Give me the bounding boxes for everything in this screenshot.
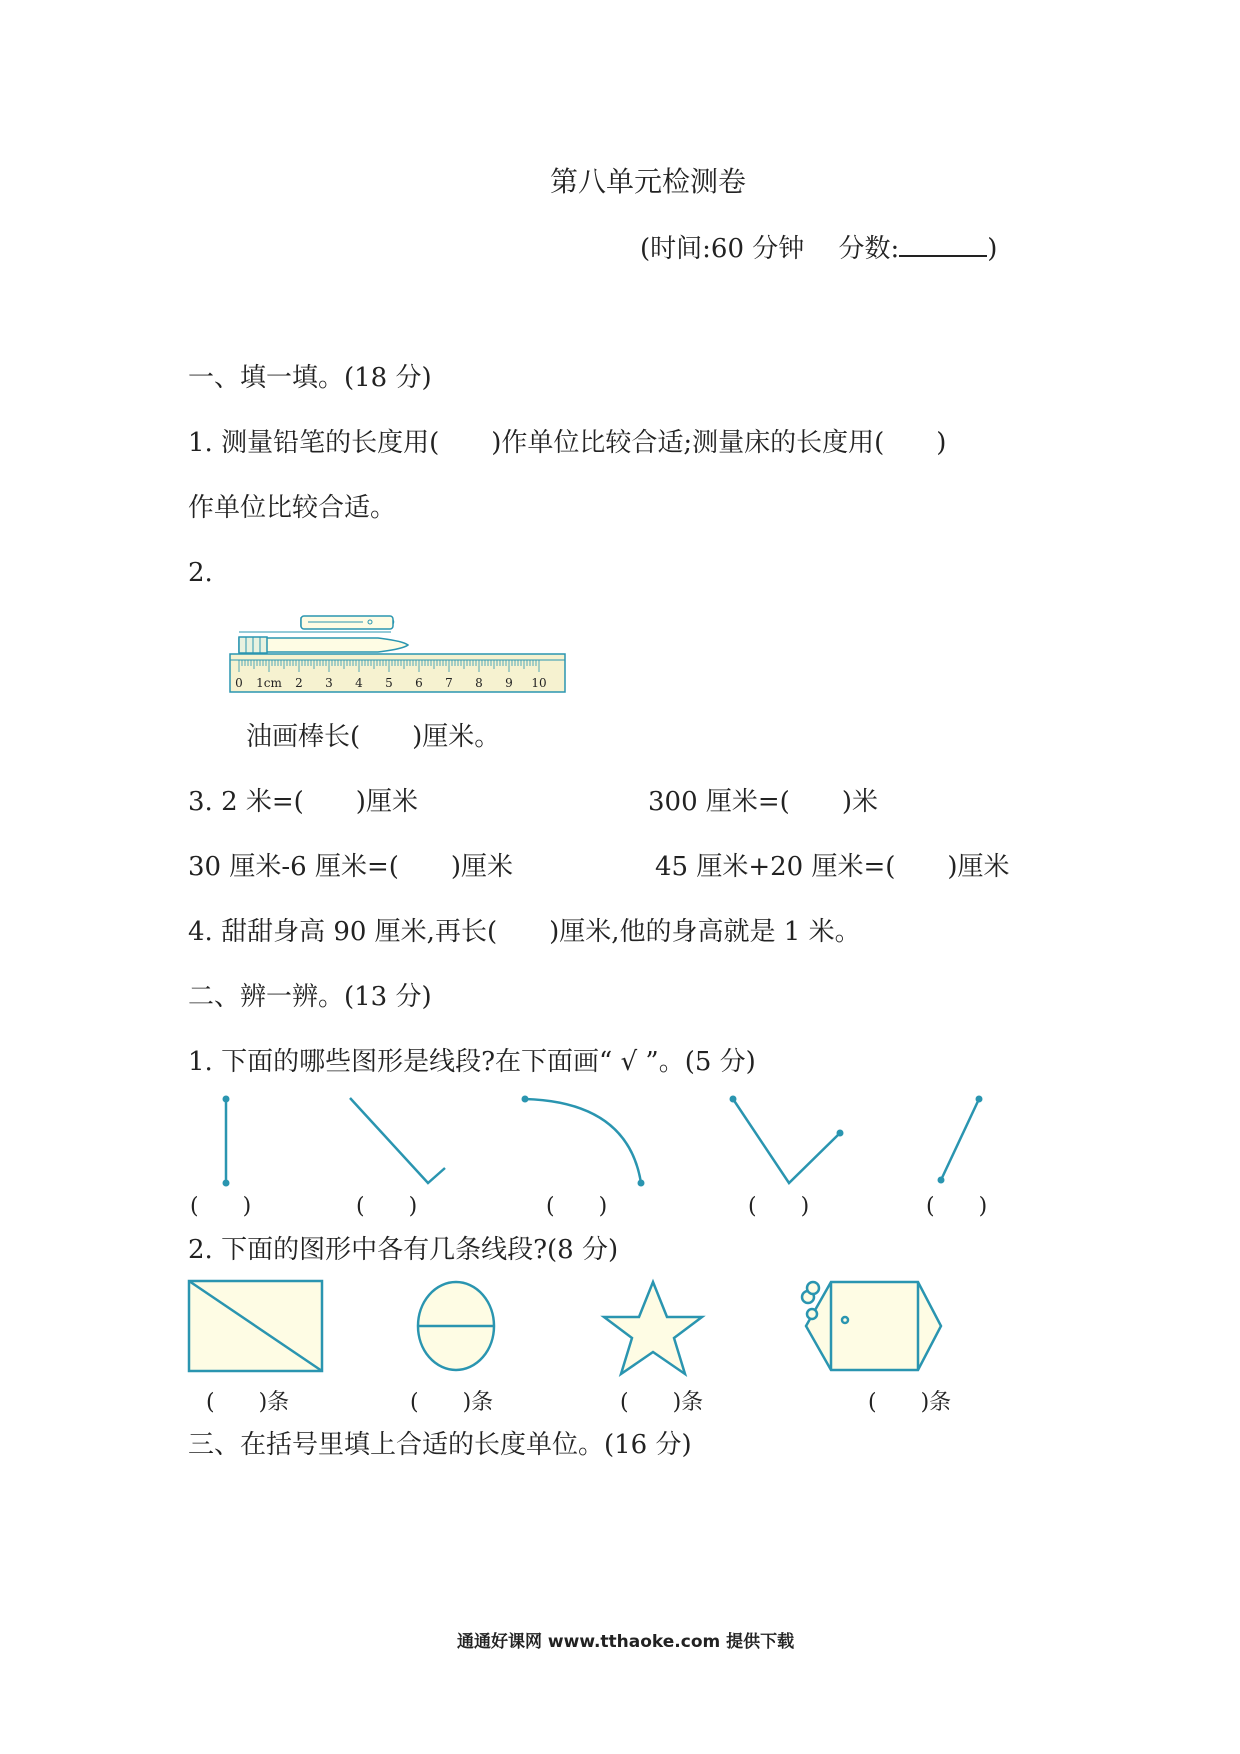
crayon-cap-icon	[301, 616, 394, 629]
question-1-1-line1: 1. 测量铅笔的长度用( )作单位比较合适;测量床的长度用( )	[188, 428, 947, 458]
exam-meta-close: )	[987, 234, 998, 264]
exam-meta-text: (时间:60 分钟 分数:	[640, 234, 900, 264]
answer-blank-5[interactable]: ( )	[926, 1194, 988, 1219]
ruler-tick-label: 10	[531, 676, 547, 690]
ruler-tick-label: 4	[355, 676, 363, 690]
page-title: 第八单元检测卷	[550, 165, 747, 198]
score-blank[interactable]	[899, 233, 987, 257]
question-1-1-line2: 作单位比较合适。	[188, 493, 397, 523]
count-blank-4[interactable]: ( )条	[868, 1390, 952, 1415]
section-3-heading: 三、在括号里填上合适的长度单位。(16 分)	[188, 1430, 692, 1460]
answer-blank-2[interactable]: ( )	[356, 1194, 418, 1219]
exam-meta	[640, 233, 997, 264]
section-1-heading: 一、填一填。(18 分)	[188, 363, 432, 393]
ruler-illustration	[228, 608, 578, 698]
section-2-heading: 二、辨一辨。(13 分)	[188, 982, 432, 1012]
bubble-icon	[807, 1282, 819, 1294]
question-1-3b: 300 厘米=( )米	[648, 787, 878, 817]
shape-figures	[188, 1280, 1008, 1390]
question-1-4: 4. 甜甜身高 90 厘米,再长( )厘米,他的身高就是 1 米。	[188, 917, 861, 947]
figure-circle-chord	[418, 1282, 494, 1370]
ruler-tick-label: 0	[235, 676, 243, 690]
ruler-tick-label: 1cm	[256, 676, 282, 690]
figure-slanted-segment	[938, 1096, 983, 1184]
ruler-tick-label: 5	[385, 676, 393, 690]
ruler-tick-label: 9	[505, 676, 513, 690]
crayon-icon	[239, 637, 408, 653]
count-blank-3[interactable]: ( )条	[620, 1390, 704, 1415]
answer-blank-3[interactable]: ( )	[546, 1194, 608, 1219]
bubbles-extra	[800, 1278, 840, 1318]
ruler-tick-label: 2	[295, 676, 303, 690]
figure-hook-line	[350, 1098, 445, 1183]
figure-rectangle-diagonal	[189, 1281, 322, 1371]
line-figures	[188, 1090, 1008, 1205]
ruler-tick-label: 6	[415, 676, 423, 690]
ruler-tick-label: 8	[475, 676, 483, 690]
answer-blank-4[interactable]: ( )	[748, 1194, 810, 1219]
question-1-2-label: 2.	[188, 558, 213, 588]
figure-curve	[522, 1096, 645, 1187]
star-icon	[604, 1282, 702, 1374]
figure-angle	[730, 1096, 844, 1184]
answer-blank-1[interactable]: ( )	[190, 1194, 252, 1219]
figure-vertical-segment	[223, 1096, 230, 1187]
question-1-2-answer: 油画棒长( )厘米。	[246, 722, 501, 752]
question-2-2: 2. 下面的图形中各有几条线段?(8 分)	[188, 1235, 619, 1265]
question-1-3d: 45 厘米+20 厘米=( )厘米	[655, 852, 1010, 882]
footer-credit: 通通好课网 www.tthaoke.com 提供下载	[457, 1632, 795, 1652]
question-1-3a: 3. 2 米=( )厘米	[188, 787, 418, 817]
ruler-tick-label: 7	[445, 676, 453, 690]
count-blank-2[interactable]: ( )条	[410, 1390, 494, 1415]
count-blank-1[interactable]: ( )条	[206, 1390, 290, 1415]
ruler-tick-label: 3	[325, 676, 333, 690]
question-1-3c: 30 厘米-6 厘米=( )厘米	[188, 852, 514, 882]
question-2-1: 1. 下面的哪些图形是线段?在下面画“ √ ”。(5 分)	[188, 1047, 756, 1077]
